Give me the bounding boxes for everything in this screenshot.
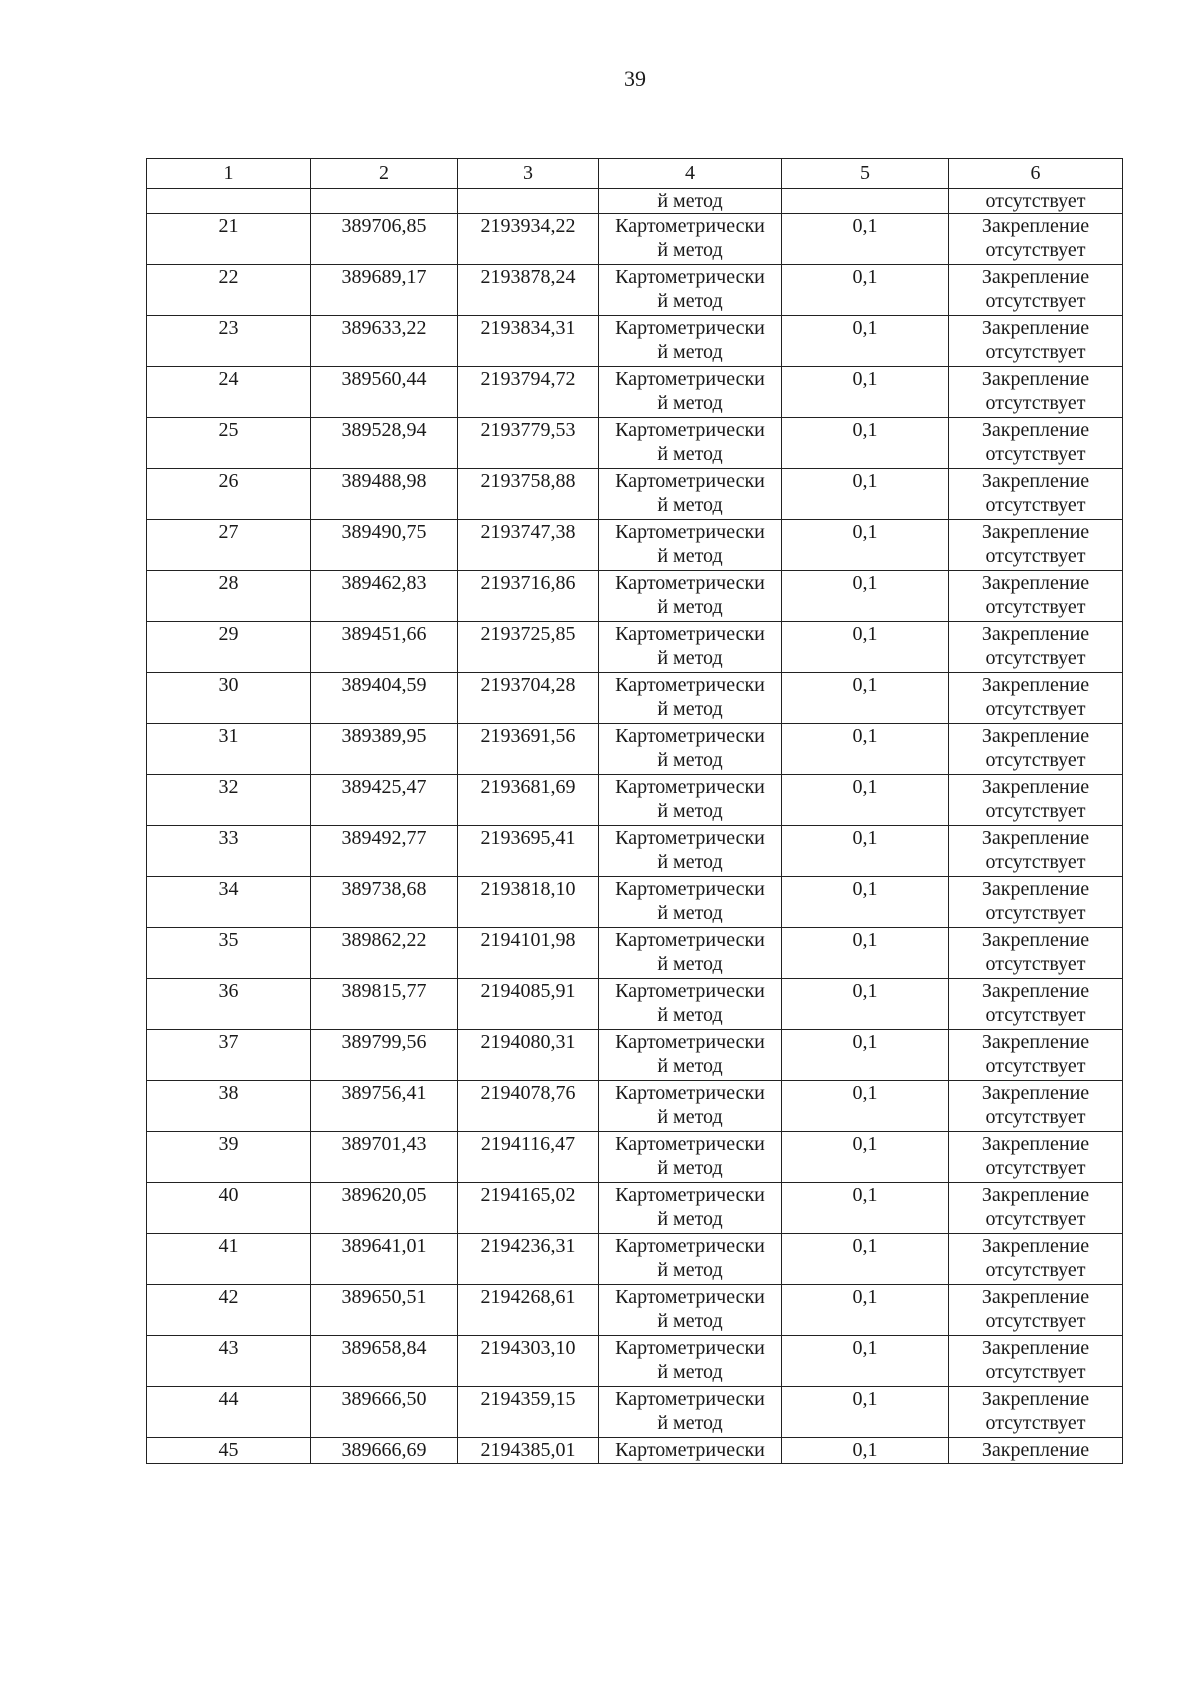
- x-coordinate-cell: 389451,66: [311, 622, 458, 673]
- point-number-cell: 38: [147, 1081, 311, 1132]
- fixing-cell: [949, 979, 1123, 1030]
- fixing-line-1: Закрепление: [981, 980, 1090, 1002]
- method-line-1: Картометрически: [615, 1133, 765, 1155]
- method-cell: [599, 724, 782, 775]
- table-row: [147, 1336, 1123, 1387]
- method-line-2: й метод: [657, 1106, 723, 1128]
- table-row: [147, 673, 1123, 724]
- method-line-1: Картометрически: [615, 827, 765, 849]
- fixing-line-2: отсутствует: [985, 647, 1086, 669]
- x-coordinate-cell: 389389,95: [311, 724, 458, 775]
- fixing-cell: [949, 1183, 1123, 1234]
- fixing-line-2: отсутствует: [985, 1208, 1086, 1230]
- method-cell: [599, 265, 782, 316]
- table-row: [147, 418, 1123, 469]
- y-coordinate-cell: 2193695,41: [458, 826, 599, 877]
- fixing-line-2: отсутствует: [985, 1106, 1086, 1128]
- method-line-1: Картометрически: [615, 1388, 765, 1410]
- fixing-line-2: отсутствует: [985, 1004, 1086, 1026]
- method-line-1: Картометрически: [615, 572, 765, 594]
- continuation-method: й метод: [599, 189, 782, 214]
- method-line-1: Картометрически: [615, 878, 765, 900]
- fixing-line-1: Закрепление: [981, 1082, 1090, 1104]
- point-number-cell: 34: [147, 877, 311, 928]
- accuracy-cell: 0,1: [782, 418, 949, 469]
- continuation-row: [147, 189, 1123, 214]
- table-row: [147, 1387, 1123, 1438]
- method-cell: [599, 826, 782, 877]
- method-cell: [599, 1387, 782, 1438]
- method-line-2: й метод: [657, 902, 723, 924]
- coordinates-table: [146, 158, 1123, 1464]
- fixing-cell: [949, 469, 1123, 520]
- method-line-2: й метод: [657, 494, 723, 516]
- fixing-cell: [949, 1081, 1123, 1132]
- method-line-2: й метод: [657, 953, 723, 975]
- method-cell: [599, 571, 782, 622]
- point-number-cell: 22: [147, 265, 311, 316]
- fixing-line-1: Закрепление: [981, 572, 1090, 594]
- fixing-line-2: отсутствует: [985, 443, 1086, 465]
- fixing-line-1: Закрепление: [981, 521, 1090, 543]
- method-cell: [599, 367, 782, 418]
- method-cell: [599, 1030, 782, 1081]
- y-coordinate-cell: 2194101,98: [458, 928, 599, 979]
- fixing-line-1: Закрепление: [981, 1388, 1090, 1410]
- continuation-fixing: отсутствует: [949, 189, 1123, 214]
- accuracy-cell: 0,1: [782, 724, 949, 775]
- fixing-cell: Закрепление: [949, 1438, 1123, 1464]
- fixing-line-2: отсутствует: [985, 1361, 1086, 1383]
- method-cell: [599, 418, 782, 469]
- fixing-line-1: Закрепление: [981, 1337, 1090, 1359]
- table-row: [147, 1132, 1123, 1183]
- accuracy-cell: 0,1: [782, 265, 949, 316]
- y-coordinate-cell: 2193818,10: [458, 877, 599, 928]
- fixing-line-2: отсутствует: [985, 290, 1086, 312]
- fixing-line-2: отсутствует: [985, 1310, 1086, 1332]
- accuracy-cell: 0,1: [782, 826, 949, 877]
- accuracy-cell: 0,1: [782, 316, 949, 367]
- fixing-line-1: Закрепление: [981, 1133, 1090, 1155]
- x-coordinate-cell: 389666,50: [311, 1387, 458, 1438]
- accuracy-cell: 0,1: [782, 775, 949, 826]
- fixing-cell: [949, 622, 1123, 673]
- y-coordinate-cell: 2193934,22: [458, 214, 599, 265]
- x-coordinate-cell: 389706,85: [311, 214, 458, 265]
- point-number-cell: 35: [147, 928, 311, 979]
- fixing-cell: [949, 928, 1123, 979]
- x-coordinate-cell: 389528,94: [311, 418, 458, 469]
- y-coordinate-cell: 2194359,15: [458, 1387, 599, 1438]
- fixing-line-1: Закрепление: [981, 1286, 1090, 1308]
- method-line-2: й метод: [657, 1157, 723, 1179]
- point-number-cell: 44: [147, 1387, 311, 1438]
- method-cell: [599, 622, 782, 673]
- x-coordinate-cell: 389862,22: [311, 928, 458, 979]
- method-line-1: Картометрически: [615, 929, 765, 951]
- y-coordinate-cell: 2193747,38: [458, 520, 599, 571]
- fixing-cell: [949, 571, 1123, 622]
- fixing-line-2: отсутствует: [985, 494, 1086, 516]
- fixing-line-2: отсутствует: [985, 1055, 1086, 1077]
- method-line-2: й метод: [657, 851, 723, 873]
- method-cell: [599, 877, 782, 928]
- method-cell: [599, 928, 782, 979]
- table-row: [147, 1183, 1123, 1234]
- x-coordinate-cell: 389620,05: [311, 1183, 458, 1234]
- table-header-row: [147, 159, 1123, 189]
- method-line-2: й метод: [657, 392, 723, 414]
- accuracy-cell: 0,1: [782, 1285, 949, 1336]
- table-row: [147, 520, 1123, 571]
- method-line-1: Картометрически: [615, 1286, 765, 1308]
- point-number-cell: 24: [147, 367, 311, 418]
- table-row: [147, 316, 1123, 367]
- y-coordinate-cell: 2193681,69: [458, 775, 599, 826]
- method-line-1: Картометрически: [615, 470, 765, 492]
- fixing-line-1: Закрепление: [981, 878, 1090, 900]
- y-coordinate-cell: 2194268,61: [458, 1285, 599, 1336]
- method-cell: [599, 1183, 782, 1234]
- header-cell-1: 1: [147, 159, 311, 189]
- table-row: [147, 775, 1123, 826]
- header-cell-6: 6: [949, 159, 1123, 189]
- fixing-line-1: Закрепление: [981, 215, 1090, 237]
- method-line-1: Картометрически: [615, 1184, 765, 1206]
- method-line-1: Картометрически: [615, 725, 765, 747]
- x-coordinate-cell: 389666,69: [311, 1438, 458, 1464]
- method-cell: [599, 316, 782, 367]
- method-line-2: й метод: [657, 1361, 723, 1383]
- fixing-line-1: Закрепление: [981, 317, 1090, 339]
- method-cell: [599, 1132, 782, 1183]
- method-line-1: Картометрически: [615, 1235, 765, 1257]
- fixing-line-1: Закрепление: [981, 470, 1090, 492]
- fixing-line-2: отсутствует: [985, 953, 1086, 975]
- fixing-line-1: Закрепление: [981, 1184, 1090, 1206]
- method-line-2: й метод: [657, 545, 723, 567]
- method-cell: Картометрически: [599, 1438, 782, 1464]
- y-coordinate-cell: 2193794,72: [458, 367, 599, 418]
- fixing-line-2: отсутствует: [985, 392, 1086, 414]
- point-number-cell: 26: [147, 469, 311, 520]
- x-coordinate-cell: 389560,44: [311, 367, 458, 418]
- accuracy-cell: 0,1: [782, 877, 949, 928]
- fixing-line-1: Закрепление: [981, 776, 1090, 798]
- y-coordinate-cell: 2193691,56: [458, 724, 599, 775]
- point-number-cell: 33: [147, 826, 311, 877]
- point-number-cell: 42: [147, 1285, 311, 1336]
- x-coordinate-cell: 389650,51: [311, 1285, 458, 1336]
- header-cell-2: 2: [311, 159, 458, 189]
- method-cell: [599, 520, 782, 571]
- point-number-cell: 29: [147, 622, 311, 673]
- accuracy-cell: 0,1: [782, 1336, 949, 1387]
- x-coordinate-cell: 389488,98: [311, 469, 458, 520]
- table-row: [147, 214, 1123, 265]
- method-line-2: й метод: [657, 341, 723, 363]
- point-number-cell: 41: [147, 1234, 311, 1285]
- fixing-line-2: отсутствует: [985, 698, 1086, 720]
- y-coordinate-cell: 2194080,31: [458, 1030, 599, 1081]
- x-coordinate-cell: 389738,68: [311, 877, 458, 928]
- x-coordinate-cell: 389404,59: [311, 673, 458, 724]
- point-number-cell: 37: [147, 1030, 311, 1081]
- fixing-line-2: отсутствует: [985, 341, 1086, 363]
- point-number-cell: 21: [147, 214, 311, 265]
- fixing-line-2: отсутствует: [985, 545, 1086, 567]
- point-number-cell: 28: [147, 571, 311, 622]
- method-line-2: й метод: [657, 443, 723, 465]
- accuracy-cell: 0,1: [782, 469, 949, 520]
- table-row: [147, 979, 1123, 1030]
- method-cell: [599, 1336, 782, 1387]
- method-line-1: Картометрически: [615, 266, 765, 288]
- table-row: [147, 724, 1123, 775]
- x-coordinate-cell: 389633,22: [311, 316, 458, 367]
- method-line-2: й метод: [657, 1055, 723, 1077]
- fixing-cell: [949, 673, 1123, 724]
- accuracy-cell: 0,1: [782, 1030, 949, 1081]
- method-line-1: Картометрически: [615, 1031, 765, 1053]
- accuracy-cell: 0,1: [782, 571, 949, 622]
- fixing-cell: [949, 1132, 1123, 1183]
- point-number-cell: 31: [147, 724, 311, 775]
- table-row: [147, 1438, 1123, 1464]
- method-line-2: й метод: [657, 1004, 723, 1026]
- y-coordinate-cell: 2193834,31: [458, 316, 599, 367]
- y-coordinate-cell: 2193779,53: [458, 418, 599, 469]
- accuracy-cell: 0,1: [782, 928, 949, 979]
- method-line-2: й метод: [657, 290, 723, 312]
- fixing-cell: [949, 724, 1123, 775]
- table-row: [147, 928, 1123, 979]
- fixing-line-2: отсутствует: [985, 1157, 1086, 1179]
- fixing-line-1: Закрепление: [981, 725, 1090, 747]
- method-line-2: й метод: [657, 698, 723, 720]
- fixing-line-2: отсутствует: [985, 902, 1086, 924]
- fixing-cell: [949, 877, 1123, 928]
- fixing-line-2: отсутствует: [985, 851, 1086, 873]
- fixing-cell: [949, 1030, 1123, 1081]
- point-number-cell: 25: [147, 418, 311, 469]
- x-coordinate-cell: 389425,47: [311, 775, 458, 826]
- fixing-cell: [949, 316, 1123, 367]
- point-number-cell: 30: [147, 673, 311, 724]
- method-cell: [599, 979, 782, 1030]
- method-line-1: Картометрически: [615, 1337, 765, 1359]
- method-line-2: й метод: [657, 647, 723, 669]
- method-cell: [599, 1234, 782, 1285]
- fixing-cell: [949, 265, 1123, 316]
- x-coordinate-cell: 389689,17: [311, 265, 458, 316]
- method-line-1: Картометрически: [615, 521, 765, 543]
- table-row: [147, 826, 1123, 877]
- point-number-cell: 39: [147, 1132, 311, 1183]
- x-coordinate-cell: 389815,77: [311, 979, 458, 1030]
- accuracy-cell: 0,1: [782, 622, 949, 673]
- fixing-cell: [949, 520, 1123, 571]
- fixing-cell: [949, 1234, 1123, 1285]
- fixing-line-1: Закрепление: [981, 1235, 1090, 1257]
- method-line-2: й метод: [657, 1208, 723, 1230]
- y-coordinate-cell: 2193878,24: [458, 265, 599, 316]
- fixing-cell: [949, 1285, 1123, 1336]
- method-line-1: Картометрически: [615, 776, 765, 798]
- fixing-cell: [949, 214, 1123, 265]
- fixing-line-2: отсутствует: [985, 596, 1086, 618]
- accuracy-cell: 0,1: [782, 1438, 949, 1464]
- table-row: [147, 265, 1123, 316]
- y-coordinate-cell: 2193758,88: [458, 469, 599, 520]
- page-number: 39: [624, 66, 646, 91]
- fixing-line-1: Закрепление: [981, 623, 1090, 645]
- fixing-cell: [949, 1387, 1123, 1438]
- method-line-1: Картометрически: [615, 419, 765, 441]
- point-number-cell: 40: [147, 1183, 311, 1234]
- y-coordinate-cell: 2194236,31: [458, 1234, 599, 1285]
- method-line-2: й метод: [657, 749, 723, 771]
- method-line-2: й метод: [657, 1259, 723, 1281]
- table-row: [147, 469, 1123, 520]
- y-coordinate-cell: 2194165,02: [458, 1183, 599, 1234]
- header-cell-3: 3: [458, 159, 599, 189]
- table-row: [147, 367, 1123, 418]
- method-cell: [599, 469, 782, 520]
- method-cell: [599, 673, 782, 724]
- table-row: [147, 1081, 1123, 1132]
- table-row: [147, 1030, 1123, 1081]
- x-coordinate-cell: 389799,56: [311, 1030, 458, 1081]
- header-cell-5: 5: [782, 159, 949, 189]
- method-line-2: й метод: [657, 1310, 723, 1332]
- x-coordinate-cell: 389756,41: [311, 1081, 458, 1132]
- x-coordinate-cell: 389658,84: [311, 1336, 458, 1387]
- accuracy-cell: 0,1: [782, 214, 949, 265]
- method-cell: [599, 1285, 782, 1336]
- fixing-line-1: Закрепление: [981, 929, 1090, 951]
- table-row: [147, 877, 1123, 928]
- method-cell: [599, 1081, 782, 1132]
- y-coordinate-cell: 2194078,76: [458, 1081, 599, 1132]
- y-coordinate-cell: 2194116,47: [458, 1132, 599, 1183]
- accuracy-cell: 0,1: [782, 673, 949, 724]
- x-coordinate-cell: 389701,43: [311, 1132, 458, 1183]
- accuracy-cell: 0,1: [782, 1234, 949, 1285]
- table-row: [147, 571, 1123, 622]
- y-coordinate-cell: 2193716,86: [458, 571, 599, 622]
- fixing-cell: [949, 367, 1123, 418]
- table-row: [147, 1285, 1123, 1336]
- accuracy-cell: 0,1: [782, 1081, 949, 1132]
- fixing-line-1: Закрепление: [981, 419, 1090, 441]
- accuracy-cell: 0,1: [782, 1132, 949, 1183]
- fixing-line-2: отсутствует: [985, 749, 1086, 771]
- method-line-1: Картометрически: [615, 317, 765, 339]
- y-coordinate-cell: 2194385,01: [458, 1438, 599, 1464]
- fixing-line-2: отсутствует: [985, 800, 1086, 822]
- accuracy-cell: 0,1: [782, 1387, 949, 1438]
- fixing-cell: [949, 418, 1123, 469]
- method-line-2: й метод: [657, 1412, 723, 1434]
- method-cell: [599, 214, 782, 265]
- fixing-cell: [949, 826, 1123, 877]
- method-line-1: Картометрически: [615, 980, 765, 1002]
- point-number-cell: 43: [147, 1336, 311, 1387]
- accuracy-cell: 0,1: [782, 979, 949, 1030]
- y-coordinate-cell: 2194303,10: [458, 1336, 599, 1387]
- fixing-line-1: Закрепление: [981, 674, 1090, 696]
- method-line-2: й метод: [657, 800, 723, 822]
- y-coordinate-cell: 2193704,28: [458, 673, 599, 724]
- fixing-line-1: Закрепление: [981, 1031, 1090, 1053]
- x-coordinate-cell: 389492,77: [311, 826, 458, 877]
- method-line-1: Картометрически: [615, 1082, 765, 1104]
- method-line-1: Картометрически: [615, 215, 765, 237]
- point-number-cell: 27: [147, 520, 311, 571]
- y-coordinate-cell: 2194085,91: [458, 979, 599, 1030]
- fixing-line-2: отсутствует: [985, 239, 1086, 261]
- method-line-2: й метод: [657, 596, 723, 618]
- point-number-cell: 23: [147, 316, 311, 367]
- point-number-cell: 45: [147, 1438, 311, 1464]
- fixing-line-2: отсутствует: [985, 1412, 1086, 1434]
- method-line-1: Картометрически: [615, 368, 765, 390]
- fixing-line-1: Закрепление: [981, 266, 1090, 288]
- accuracy-cell: 0,1: [782, 520, 949, 571]
- fixing-cell: [949, 775, 1123, 826]
- fixing-line-1: Закрепление: [981, 827, 1090, 849]
- x-coordinate-cell: 389462,83: [311, 571, 458, 622]
- fixing-cell: [949, 1336, 1123, 1387]
- y-coordinate-cell: 2193725,85: [458, 622, 599, 673]
- method-line-1: Картометрически: [615, 674, 765, 696]
- fixing-line-2: отсутствует: [985, 1259, 1086, 1281]
- method-line-1: Картометрически: [615, 623, 765, 645]
- method-cell: [599, 775, 782, 826]
- table-row: [147, 622, 1123, 673]
- x-coordinate-cell: 389641,01: [311, 1234, 458, 1285]
- method-line-2: й метод: [657, 239, 723, 261]
- table-row: [147, 1234, 1123, 1285]
- header-cell-4: 4: [599, 159, 782, 189]
- accuracy-cell: 0,1: [782, 367, 949, 418]
- point-number-cell: 32: [147, 775, 311, 826]
- fixing-line-1: Закрепление: [981, 368, 1090, 390]
- accuracy-cell: 0,1: [782, 1183, 949, 1234]
- x-coordinate-cell: 389490,75: [311, 520, 458, 571]
- point-number-cell: 36: [147, 979, 311, 1030]
